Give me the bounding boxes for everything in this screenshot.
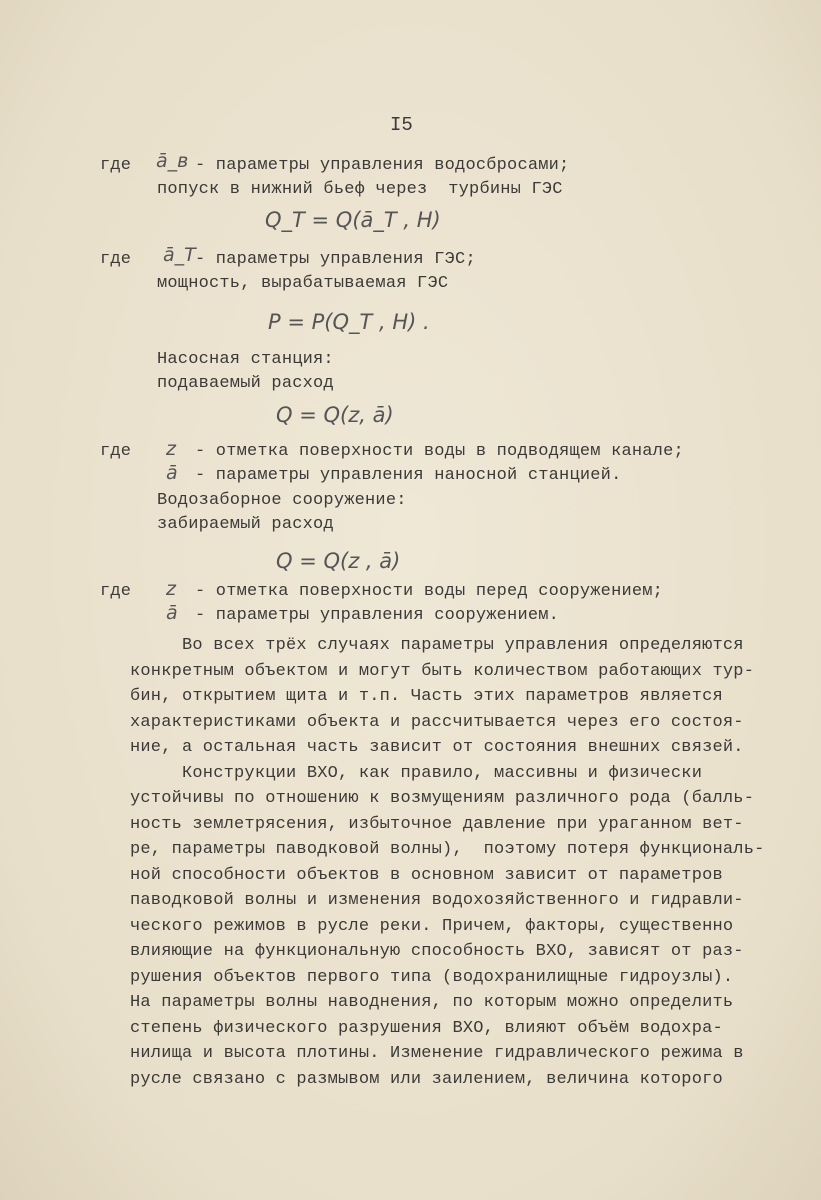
paragraph-line: ной способности объектов в основном зависит от параметров: [130, 865, 723, 885]
paragraph-line: степень физического разрушения ВХО, влияют объём водохра-: [130, 1018, 723, 1038]
symbol: z: [166, 578, 176, 600]
paragraph-line: конкретным объектом и могут быть количеством работающих тур-: [130, 661, 755, 681]
definition: - параметры управления сооружением.: [195, 606, 560, 625]
formula: Q_T = Q(ā_T , H): [265, 208, 441, 232]
paragraph-line: паводковой волны и изменения водохозяйственного и гидравли-: [130, 891, 744, 910]
where-label: где: [100, 156, 132, 175]
definition: - параметры управления наносной станцией.: [195, 466, 622, 485]
paragraph-line: рушения объектов первого типа (водохранилищные гидроузлы).: [130, 967, 734, 987]
text-line: забираемый расход: [157, 515, 334, 534]
paragraph-line: влияющие на функциональную способность ВХО, зависят от раз-: [130, 942, 744, 961]
definition: - отметка поверхности воды перед сооружением;: [195, 582, 664, 601]
definition: - отметка поверхности воды в подводящем канале;: [195, 442, 684, 461]
paragraph-line: ние, а остальная часть зависит от состояния внешних связей.: [130, 738, 744, 757]
paragraph-line: ческого режимов в русле реки. Причем, факторы, существенно: [130, 916, 734, 936]
paragraph-line: бин, открытием щита и т.п. Часть этих параметров является: [130, 687, 723, 706]
paragraph-line: характеристиками объекта и рассчитывается через его состоя-: [130, 712, 744, 732]
paragraph-line: ре, параметры паводковой волны), поэтому потеря функциональ-: [130, 840, 765, 859]
formula: Q = Q(z , ā): [276, 549, 401, 573]
formula: Q = Q(z, ā): [276, 403, 394, 427]
text-line: подаваемый расход: [157, 374, 334, 393]
symbol: ā: [166, 462, 178, 484]
paragraph-line: ность землетрясения, избыточное давление при ураганном вет-: [130, 814, 744, 834]
formula: P = P(Q_T , H) .: [268, 310, 430, 334]
paragraph-line: На параметры волны наводнения, по которым можно определить: [130, 993, 734, 1012]
section-heading: Водозаборное сооружение:: [157, 491, 407, 510]
text-line: попуск в нижний бьеф через турбины ГЭС: [157, 180, 563, 199]
definition: - параметры управления ГЭС;: [195, 250, 476, 269]
symbol: ā: [166, 602, 178, 624]
page-number: I5: [390, 114, 413, 136]
text-line: мощность, вырабатываемая ГЭС: [157, 274, 449, 293]
section-heading: Насосная станция:: [157, 350, 334, 369]
paragraph-line: Во всех трёх случаях параметры управления определяются: [130, 636, 744, 655]
paragraph-line: устойчивы по отношению к возмущениям различного рода (балль-: [130, 789, 755, 808]
symbol: z: [166, 438, 176, 460]
symbol: ā_в: [156, 150, 189, 172]
paragraph-line: Конструкции ВХО, как правило, массивны и физически: [130, 763, 703, 783]
definition: - параметры управления водосбросами;: [195, 156, 570, 175]
where-label: где: [100, 250, 132, 269]
where-label: где: [100, 582, 132, 601]
paragraph-line: нилища и высота плотины. Изменение гидравлического режима в: [130, 1044, 744, 1063]
paragraph-line: русле связано с размывом или заилением, величина которого: [130, 1069, 723, 1089]
symbol: ā_T: [163, 244, 196, 266]
where-label: где: [100, 442, 132, 461]
